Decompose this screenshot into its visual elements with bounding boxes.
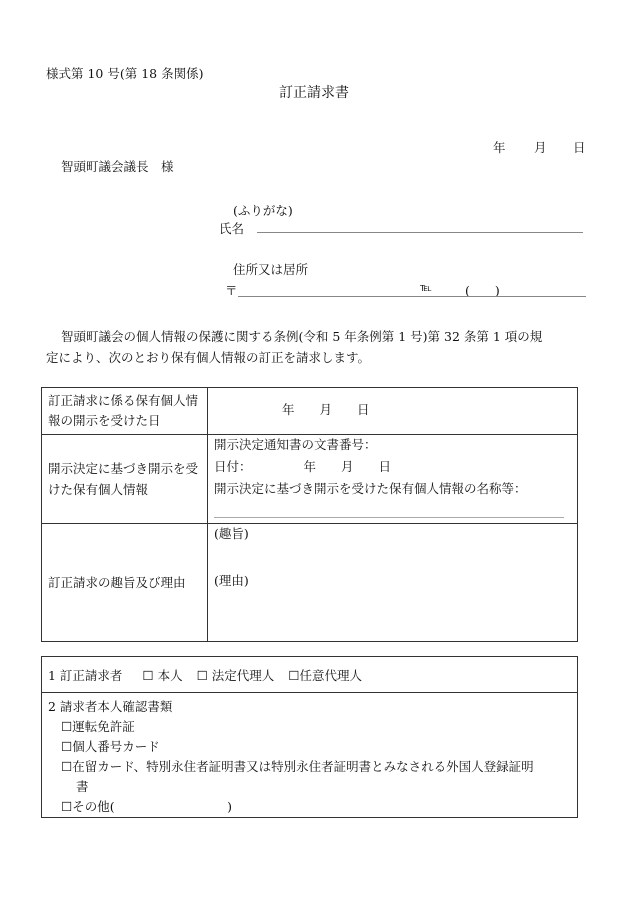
date-year: 年 [493,140,506,155]
disclosure-date-label: 訂正請求に係る保有個人情報の開示を受けた日 [48,393,199,428]
requester-type-label: 1 訂正請求者 [48,667,123,683]
notice-date-label: 日付： [214,459,252,474]
purpose-reason-value-cell [208,524,578,642]
checkbox-drivers-license[interactable]: ☐運転免許証 [61,719,135,734]
notice-date-value: 年 月 日 [303,459,392,474]
addressee: 智頭町議会議長 様 [61,159,174,174]
furigana-label: (ふりがな) [233,203,293,218]
form-number: 様式第 10 号(第 18 条関係) [46,66,204,81]
name-underline [257,232,583,233]
correction-details-table [41,387,578,642]
checkbox-voluntary-representative[interactable]: ☐任意代理人 [288,667,362,683]
disclosure-date-row [42,388,578,435]
id-documents-row [42,693,578,818]
address-underline [238,296,586,297]
tel-paren: ( ) [465,283,500,298]
disclosed-info-name-underline [214,517,564,518]
postal-mark: 〒 [225,283,238,298]
disclosure-date-value-cell [208,388,578,435]
disclosed-info-row [42,435,578,524]
date-month: 月 [534,140,547,155]
tel-mark: ℡ [420,281,432,294]
name-label: 氏名 [219,221,245,236]
checkbox-residence-card[interactable]: ☐在留カード、特別永住者証明書又は特別永住者証明書とみなされる外国人登録証明 [61,759,534,774]
checkbox-legal-representative[interactable]: ☐ 法定代理人 [196,667,275,683]
purpose-reason-label: 訂正請求の趣旨及び理由 [48,574,186,590]
requester-type-cell [42,657,578,693]
notice-date-row [208,456,577,478]
purpose-reason-label-cell [42,524,208,642]
disclosure-date-label-cell [42,388,208,435]
id-documents-cell [42,693,578,818]
disclosed-info-name-label: 開示決定に基づき開示を受けた保有個人情報の名称等： [214,481,527,496]
document-title: 訂正請求書 [279,85,349,101]
date-day: 日 [573,140,586,155]
disclosure-date-value: 年 月 日 [282,402,370,417]
residence-card-continuation: 書 [76,779,89,794]
disclosed-info-label: 開示決定に基づき開示を受けた保有個人情報 [48,461,199,497]
address-label: 住所又は居所 [233,262,309,277]
disclosed-info-label-cell [42,435,208,524]
requester-type-row [42,657,578,693]
intro-line-1: 智頭町議会の個人情報の保護に関する条例(令和 5 年条例第 1 号)第 32 条第 1 項の規 [61,329,543,344]
checkbox-self[interactable]: ☐ 本人 [142,667,183,683]
checkbox-my-number-card[interactable]: ☐個人番号カード [61,739,160,754]
purpose-reason-row [42,524,578,642]
notice-doc-number-label: 開示決定通知書の文書番号： [214,437,377,452]
checkbox-other[interactable]: ☐その他( ) [61,799,232,814]
disclosed-info-value-cell [208,435,578,524]
reason-label: (理由) [214,573,249,588]
intro-line-2: 定により、次のとおり保有個人情報の訂正を請求します。 [46,350,371,365]
requester-table [41,656,578,818]
purpose-label: (趣旨) [214,526,249,541]
id-documents-label: 2 請求者本人確認書類 [48,699,173,714]
